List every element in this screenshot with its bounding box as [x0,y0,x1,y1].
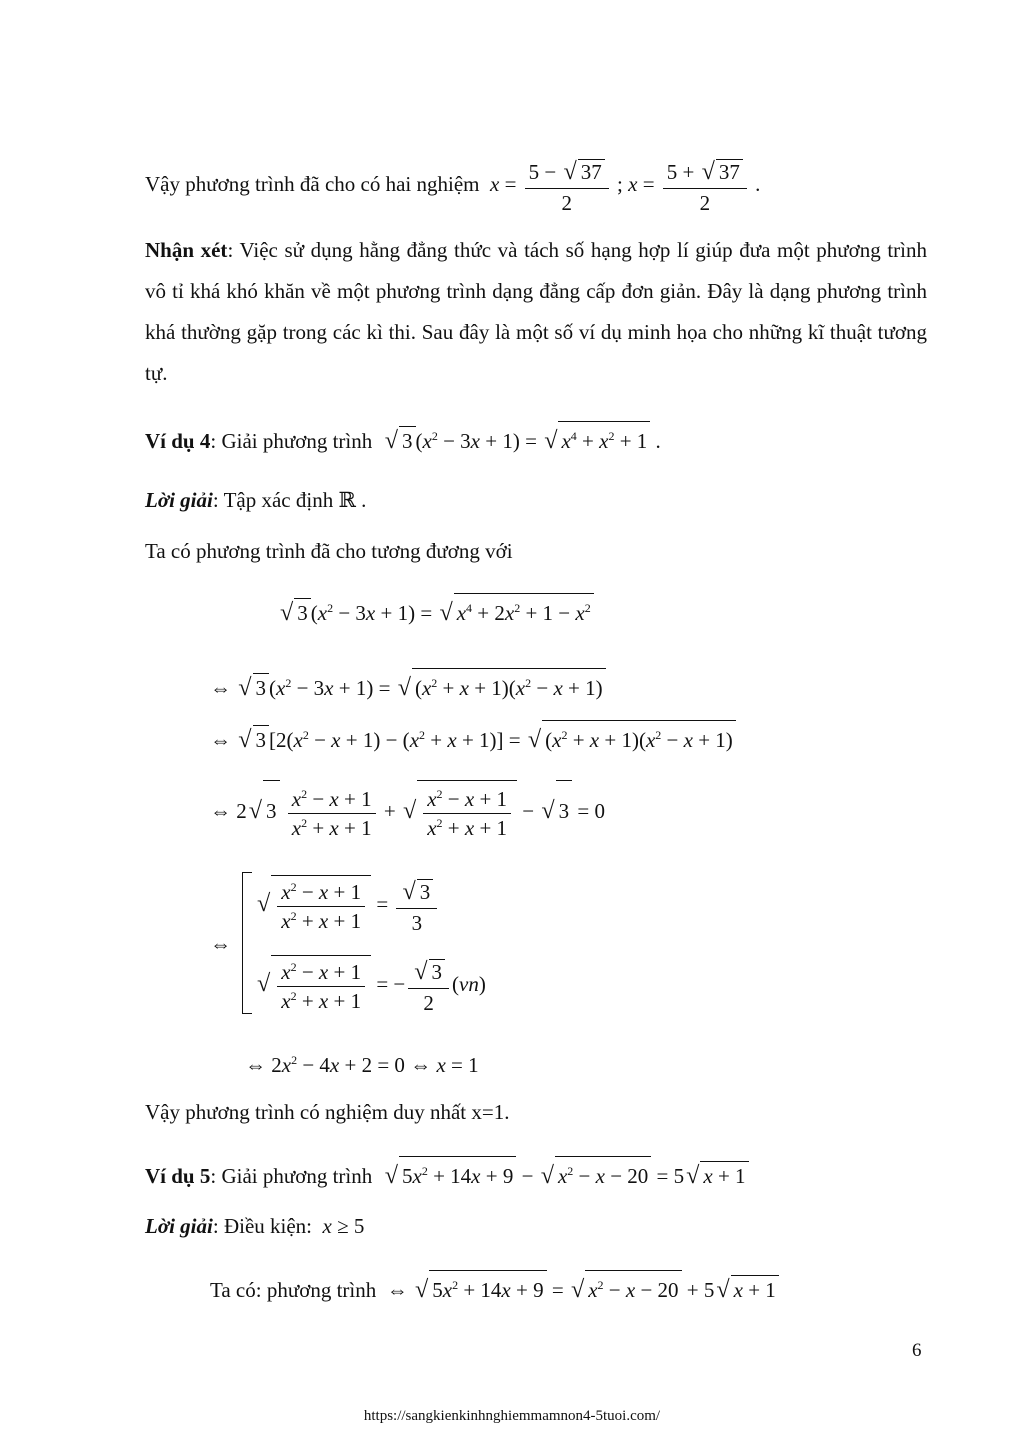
footer-url[interactable]: https://sangkienkinhnghiemmamnon4-5tuoi.com/ [363,1408,661,1424]
equation-4: ⇔ 2√ 3 $\frac{x^2 - x + 1}{x^2 + x + 1}$ + √ $\frac{x^2 - x + 1}{x^2 + x + 1}$ − √ 3 = 0 [210,780,605,841]
equation-3: ⇔ √ 3 $[2(x^2 - x + 1) - (x^2 + x + 1)]$ = √ $(x^2 + x + 1)(x^2 - x + 1)$ [210,720,736,754]
equation-5b: √ $\frac{x^2 - x + 1}{x^2 + x + 1}$ = − $\frac{√ 3}{2}$ (vn) [255,955,486,1015]
example-4-line [145,421,661,455]
equation-2: ⇔ √ 3 $(x^2 - 3x + 1)$ = √ $(x^2 + x + 1)(x^2 - x + 1)$ [210,668,606,702]
transform-line [210,1270,779,1304]
solution-4-line [145,486,366,514]
conclusion-math: x = $\frac{5 - √ 37}{2}$ ; x = $\frac{5 + √ 37}{2}$ . [490,157,761,215]
system-bracket [242,872,252,1014]
example-5-line [145,1156,749,1190]
solution-5-text: : Điều kiện: [212,1214,313,1238]
equivalence-symbol: ⇔ [210,932,231,956]
page-number: 6 [912,1340,922,1361]
example-4-text: : Giải phương trình [210,429,373,453]
solution-5-label: Lời giải [145,1214,213,1238]
example-5-label: Ví dụ 5 [145,1164,211,1188]
equivalence-intro: Ta có phương trình đã cho tương đương với [145,539,513,563]
example-4-equation: √ 3 $(x^2 - 3x + 1)$ = √ $x^4 + x^2 + 1$ . [378,429,661,453]
solution-5-line [145,1212,364,1240]
remark-text: : Việc sử dụng hằng đẳng thức và tách số hạng hợp lí giúp đưa một phương trình vô tỉ khá khó khăn về một phương trình dạng đẳng cấp đơn giản. Đây là dạng phương trình khá thường gặp trong các kì thi. Sau đây là một số ví dụ minh họa cho những kĩ thuật tương tự. [145,238,927,385]
conclusion-4: Vậy phương trình có nghiệm duy nhất x=1. [145,1100,510,1124]
solution-4-text: : Tập xác định ℝ . [212,488,367,512]
equation-5a: √ $\frac{x^2 - x + 1}{x^2 + x + 1}$ = $\frac{√ 3}{3}$ [255,875,440,935]
transform-text: Ta có: phương trình [210,1278,377,1302]
equation-1: √ 3 $(x^2 - 3x + 1)$ = √ $x^4 + 2x^2 + 1 - x^2$ [278,593,594,627]
equation-6: ⇔ $2x^2 - 4x + 2 = 0$ ⇔ x = 1 [245,1053,479,1077]
example-4-label: Ví dụ 4 [145,429,211,453]
remark-label: Nhận xét [145,238,228,262]
remark-paragraph [145,230,927,394]
solution-5-condition: x ≥ 5 [322,1214,365,1238]
conclusion-text: Vậy phương trình đã cho có hai nghiệm [145,172,480,196]
solution-4-label: Lời giải [145,488,213,512]
conclusion-line [145,156,760,215]
example-5-equation: √ $5x^2 + 14x + 9$ − √ $x^2 - x - 20 = 5√$ x + 1 [378,1164,749,1188]
example-5-text: : Giải phương trình [210,1164,373,1188]
transform-equation: ⇔ √ $5x^2 + 14x + 9$ = √ $x^2 - x - 20 + 5√$ x + 1 [382,1278,779,1302]
